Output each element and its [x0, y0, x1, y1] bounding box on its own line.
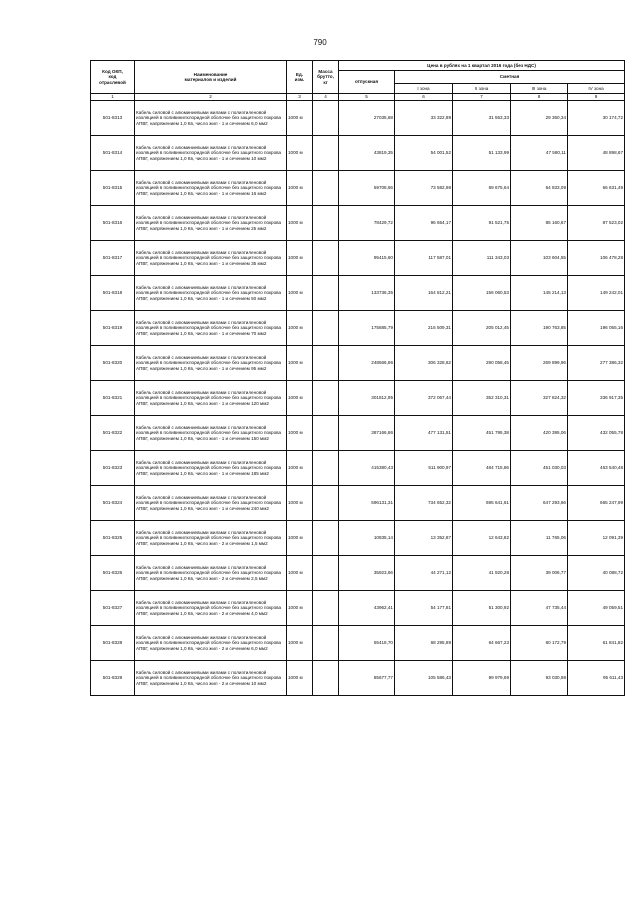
item-name-cell: Кабель силовой с алюминиевыми жилами с полиэтиленовой изоляцией в поливинилхлоридной оболочке без защитного покрова АПВГ, напряжением 1,0 Кв, число жил - 2 и сечением 1,5 мм2 [135, 521, 287, 556]
release-price-cell: 415380,43 [339, 451, 395, 486]
zone-1-price-cell: 117 587,01 [395, 241, 453, 276]
zone-1-price-cell: 372 067,44 [395, 381, 453, 416]
column-number: 7 [453, 94, 511, 101]
release-price-cell: 55418,70 [339, 626, 395, 661]
table-row [91, 101, 625, 136]
zone-3-price-cell: 64 833,09 [511, 171, 568, 206]
zone-4-price-cell: 49 059,51 [568, 591, 625, 626]
column-number: 5 [339, 94, 395, 101]
okp-code-cell: 501-8320 [91, 346, 135, 381]
release-price-cell: 133736,35 [339, 276, 395, 311]
release-price-cell: 387166,86 [339, 416, 395, 451]
table-row [91, 661, 625, 696]
zone-1-price-cell: 96 654,17 [395, 206, 453, 241]
zone-3-price-cell: 93 030,98 [511, 661, 568, 696]
zone-2-price-cell: 111 343,03 [453, 241, 511, 276]
release-price-cell: 59708,66 [339, 171, 395, 206]
release-price-cell: 78429,72 [339, 206, 395, 241]
zone-1-price-cell: 216 509,31 [395, 311, 453, 346]
zone-3-price-cell: 647 293,66 [511, 486, 568, 521]
unit-cell: 1000 м [287, 346, 313, 381]
item-name-cell: Кабель силовой с алюминиевыми жилами с полиэтиленовой изоляцией в поливинилхлоридной оболочке без защитного покрова АПВГ, напряжением 1,0 Кв, число жил - 1 и сечением 185 мм2 [135, 451, 287, 486]
release-price-cell: 43962,41 [339, 591, 395, 626]
table-row [91, 521, 625, 556]
mass-cell [313, 556, 339, 591]
unit-cell: 1000 м [287, 486, 313, 521]
zone-4-price-cell: 277 386,32 [568, 346, 625, 381]
zone-2-price-cell: 205 012,45 [453, 311, 511, 346]
unit-cell: 1000 м [287, 136, 313, 171]
zone-2-price-cell: 51 133,99 [453, 136, 511, 171]
zone-3-price-cell: 85 160,67 [511, 206, 568, 241]
zone-3-price-cell: 145 214,13 [511, 276, 568, 311]
item-name-cell: Кабель силовой с алюминиевыми жилами с полиэтиленовой изоляцией в поливинилхлоридной оболочке без защитного покрова АПВГ, напряжением 1,0 Кв, число жил - 1 и сечением 10 мм2 [135, 136, 287, 171]
unit-cell: 1000 м [287, 241, 313, 276]
mass-cell [313, 311, 339, 346]
zone-4-price-cell: 196 055,16 [568, 311, 625, 346]
zone-4-price-cell: 12 091,39 [568, 521, 625, 556]
item-name-cell: Кабель силовой с алюминиевыми жилами с полиэтиленовой изоляцией в поливинилхлоридной оболочке без защитного покрова АПВГ, напряжением 1,0 Кв, число жил - 1 и сечением 150 мм2 [135, 416, 287, 451]
item-name-cell: Кабель силовой с алюминиевыми жилами с полиэтиленовой изоляцией в поливинилхлоридной оболочке без защитного покрова АПВГ, напряжением 1,0 Кв, число жил - 1 и сечением 6,0 мм2 [135, 101, 287, 136]
table-row [91, 626, 625, 661]
header-estimate: Сметная [395, 71, 625, 84]
zone-3-price-cell: 29 360,34 [511, 101, 568, 136]
item-name-cell: Кабель силовой с алюминиевыми жилами с полиэтиленовой изоляцией в поливинилхлоридной оболочке без защитного покрова АПВГ, напряжением 1,0 Кв, число жил - 1 и сечением 95 мм2 [135, 346, 287, 381]
unit-cell: 1000 м [287, 416, 313, 451]
zone-2-price-cell: 64 667,23 [453, 626, 511, 661]
zone-1-price-cell: 73 582,98 [395, 171, 453, 206]
table-row [91, 346, 625, 381]
zone-4-price-cell: 48 898,67 [568, 136, 625, 171]
column-number: 4 [313, 94, 339, 101]
zone-2-price-cell: 69 675,64 [453, 171, 511, 206]
unit-cell: 1000 м [287, 171, 313, 206]
mass-cell [313, 661, 339, 696]
zone-1-price-cell: 54 001,52 [395, 136, 453, 171]
table-row [91, 556, 625, 591]
page-number: 790 [313, 38, 327, 47]
column-numbers-row [91, 94, 625, 101]
zone-3-price-cell: 11 765,06 [511, 521, 568, 556]
mass-cell [313, 451, 339, 486]
zone-4-price-cell: 40 088,72 [568, 556, 625, 591]
okp-code-cell: 501-8328 [91, 626, 135, 661]
zone-1-price-cell: 477 131,51 [395, 416, 453, 451]
zone-2-price-cell: 31 553,33 [453, 101, 511, 136]
unit-cell: 1000 м [287, 101, 313, 136]
header-zone-2: II зона [453, 84, 511, 94]
header-zone-3: III зона [511, 84, 568, 94]
okp-code-cell: 501-8325 [91, 521, 135, 556]
unit-cell: 1000 м [287, 381, 313, 416]
zone-4-price-cell: 106 478,28 [568, 241, 625, 276]
table-row [91, 311, 625, 346]
okp-code-cell: 501-8322 [91, 416, 135, 451]
zone-3-price-cell: 103 604,55 [511, 241, 568, 276]
zone-1-price-cell: 33 322,89 [395, 101, 453, 136]
okp-code-cell: 501-8326 [91, 556, 135, 591]
header-code-okp: Код ОКП, код отраслевой [91, 61, 135, 94]
release-price-cell: 27035,68 [339, 101, 395, 136]
unit-cell: 1000 м [287, 556, 313, 591]
table-row [91, 381, 625, 416]
item-name-cell: Кабель силовой с алюминиевыми жилами с полиэтиленовой изоляцией в поливинилхлоридной оболочке без защитного покрова АПВГ, напряжением 1,0 Кв, число жил - 2 и сечением 10 мм2 [135, 661, 287, 696]
mass-cell [313, 136, 339, 171]
okp-code-cell: 501-8319 [91, 311, 135, 346]
mass-cell [313, 521, 339, 556]
release-price-cell: 301812,95 [339, 381, 395, 416]
zone-1-price-cell: 734 652,32 [395, 486, 453, 521]
zone-4-price-cell: 95 611,43 [568, 661, 625, 696]
column-number: 9 [568, 94, 625, 101]
zone-2-price-cell: 290 058,45 [453, 346, 511, 381]
zone-2-price-cell: 51 300,92 [453, 591, 511, 626]
zone-4-price-cell: 336 917,35 [568, 381, 625, 416]
zone-2-price-cell: 156 060,53 [453, 276, 511, 311]
zone-4-price-cell: 665 247,99 [568, 486, 625, 521]
header-zone-4: IV зона [568, 84, 625, 94]
release-price-cell: 10835,14 [339, 521, 395, 556]
item-name-cell: Кабель силовой с алюминиевыми жилами с полиэтиленовой изоляцией в поливинилхлоридной оболочке без защитного покрова АПВГ, напряжением 1,0 Кв, число жил - 2 и сечением 2,5 мм2 [135, 556, 287, 591]
unit-cell: 1000 м [287, 311, 313, 346]
unit-cell: 1000 м [287, 626, 313, 661]
price-table [90, 60, 625, 696]
zone-4-price-cell: 432 055,78 [568, 416, 625, 451]
zone-3-price-cell: 190 763,85 [511, 311, 568, 346]
okp-code-cell: 501-8313 [91, 101, 135, 136]
zone-1-price-cell: 306 328,62 [395, 346, 453, 381]
okp-code-cell: 501-8324 [91, 486, 135, 521]
item-name-cell: Кабель силовой с алюминиевыми жилами с полиэтиленовой изоляцией в поливинилхлоридной оболочке без защитного покрова АПВГ, напряжением 1,0 Кв, число жил - 1 и сечением 70 мм2 [135, 311, 287, 346]
zone-2-price-cell: 91 521,75 [453, 206, 511, 241]
table-row [91, 136, 625, 171]
zone-3-price-cell: 60 172,79 [511, 626, 568, 661]
release-price-cell: 43819,35 [339, 136, 395, 171]
zone-1-price-cell: 511 900,97 [395, 451, 453, 486]
mass-cell [313, 241, 339, 276]
zone-3-price-cell: 47 735,44 [511, 591, 568, 626]
mass-cell [313, 171, 339, 206]
release-price-cell: 95415,60 [339, 241, 395, 276]
unit-cell: 1000 м [287, 521, 313, 556]
mass-cell [313, 101, 339, 136]
item-name-cell: Кабель силовой с алюминиевыми жилами с полиэтиленовой изоляцией в поливинилхлоридной оболочке без защитного покрова АПВГ, напряжением 1,0 Кв, число жил - 1 и сечением 120 мм2 [135, 381, 287, 416]
table-row [91, 486, 625, 521]
header-name: Наименование материалов и изделий [135, 61, 287, 94]
mass-cell [313, 626, 339, 661]
zone-3-price-cell: 39 006,77 [511, 556, 568, 591]
zone-2-price-cell: 451 795,38 [453, 416, 511, 451]
header-release: отпускная [339, 71, 395, 94]
mass-cell [313, 381, 339, 416]
okp-code-cell: 501-8329 [91, 661, 135, 696]
zone-1-price-cell: 105 586,43 [395, 661, 453, 696]
mass-cell [313, 486, 339, 521]
zone-2-price-cell: 695 641,61 [453, 486, 511, 521]
zone-4-price-cell: 463 540,48 [568, 451, 625, 486]
zone-2-price-cell: 484 715,86 [453, 451, 511, 486]
zone-3-price-cell: 451 030,03 [511, 451, 568, 486]
zone-4-price-cell: 149 242,01 [568, 276, 625, 311]
zone-1-price-cell: 164 812,21 [395, 276, 453, 311]
mass-cell [313, 591, 339, 626]
unit-cell: 1000 м [287, 451, 313, 486]
mass-cell [313, 416, 339, 451]
item-name-cell: Кабель силовой с алюминиевыми жилами с полиэтиленовой изоляцией в поливинилхлоридной оболочке без защитного покрова АПВГ, напряжением 1,0 Кв, число жил - 2 и сечением 6,0 мм2 [135, 626, 287, 661]
zone-1-price-cell: 54 177,81 [395, 591, 453, 626]
item-name-cell: Кабель силовой с алюминиевыми жилами с полиэтиленовой изоляцией в поливинилхлоридной оболочке без защитного покрова АПВГ, напряжением 1,0 Кв, число жил - 1 и сечением 16 мм2 [135, 171, 287, 206]
okp-code-cell: 501-8315 [91, 171, 135, 206]
zone-2-price-cell: 12 643,82 [453, 521, 511, 556]
release-price-cell: 596131,31 [339, 486, 395, 521]
item-name-cell: Кабель силовой с алюминиевыми жилами с полиэтиленовой изоляцией в поливинилхлоридной оболочке без защитного покрова АПВГ, напряжением 1,0 Кв, число жил - 1 и сечением 25 мм2 [135, 206, 287, 241]
item-name-cell: Кабель силовой с алюминиевыми жилами с полиэтиленовой изоляцией в поливинилхлоридной оболочке без защитного покрова АПВГ, напряжением 1,0 Кв, число жил - 1 и сечением 35 мм2 [135, 241, 287, 276]
table-row [91, 171, 625, 206]
table-row [91, 416, 625, 451]
unit-cell: 1000 м [287, 591, 313, 626]
okp-code-cell: 501-8327 [91, 591, 135, 626]
unit-cell: 1000 м [287, 276, 313, 311]
zone-1-price-cell: 44 271,12 [395, 556, 453, 591]
column-number: 2 [135, 94, 287, 101]
item-name-cell: Кабель силовой с алюминиевыми жилами с полиэтиленовой изоляцией в поливинилхлоридной оболочке без защитного покрова АПВГ, напряжением 1,0 Кв, число жил - 1 и сечением 240 мм2 [135, 486, 287, 521]
release-price-cell: 35923,66 [339, 556, 395, 591]
zone-1-price-cell: 68 295,89 [395, 626, 453, 661]
okp-code-cell: 501-8318 [91, 276, 135, 311]
zone-4-price-cell: 87 523,02 [568, 206, 625, 241]
column-number: 3 [287, 94, 313, 101]
header-price-title: Цена в рублях на 1 квартал 2016 года (без НДС) [339, 61, 625, 71]
okp-code-cell: 501-8323 [91, 451, 135, 486]
zone-2-price-cell: 41 920,28 [453, 556, 511, 591]
mass-cell [313, 276, 339, 311]
header-mass: Масса брутто, кг [313, 61, 339, 94]
mass-cell [313, 346, 339, 381]
unit-cell: 1000 м [287, 206, 313, 241]
zone-3-price-cell: 269 899,96 [511, 346, 568, 381]
column-number: 6 [395, 94, 453, 101]
table-row [91, 241, 625, 276]
release-price-cell: 248566,96 [339, 346, 395, 381]
table-row [91, 451, 625, 486]
header-zone-1: I зона [395, 84, 453, 94]
zone-4-price-cell: 61 841,82 [568, 626, 625, 661]
release-price-cell: 85677,77 [339, 661, 395, 696]
table-row [91, 206, 625, 241]
item-name-cell: Кабель силовой с алюминиевыми жилами с полиэтиленовой изоляцией в поливинилхлоридной оболочке без защитного покрова АПВГ, напряжением 1,0 Кв, число жил - 1 и сечением 50 мм2 [135, 276, 287, 311]
table-row [91, 591, 625, 626]
zone-3-price-cell: 327 824,32 [511, 381, 568, 416]
zone-4-price-cell: 66 631,49 [568, 171, 625, 206]
okp-code-cell: 501-8317 [91, 241, 135, 276]
release-price-cell: 175685,79 [339, 311, 395, 346]
zone-1-price-cell: 13 352,87 [395, 521, 453, 556]
item-name-cell: Кабель силовой с алюминиевыми жилами с полиэтиленовой изоляцией в поливинилхлоридной оболочке без защитного покрова АПВГ, напряжением 1,0 Кв, число жил - 2 и сечением 4,0 мм2 [135, 591, 287, 626]
header-unit: Ед. изм. [287, 61, 313, 94]
unit-cell: 1000 м [287, 661, 313, 696]
okp-code-cell: 501-8314 [91, 136, 135, 171]
table-row [91, 276, 625, 311]
zone-3-price-cell: 47 580,11 [511, 136, 568, 171]
column-number: 8 [511, 94, 568, 101]
okp-code-cell: 501-8316 [91, 206, 135, 241]
okp-code-cell: 501-8321 [91, 381, 135, 416]
mass-cell [313, 206, 339, 241]
zone-2-price-cell: 99 979,69 [453, 661, 511, 696]
zone-3-price-cell: 420 395,06 [511, 416, 568, 451]
zone-2-price-cell: 352 310,31 [453, 381, 511, 416]
column-number: 1 [91, 94, 135, 101]
zone-4-price-cell: 30 174,72 [568, 101, 625, 136]
